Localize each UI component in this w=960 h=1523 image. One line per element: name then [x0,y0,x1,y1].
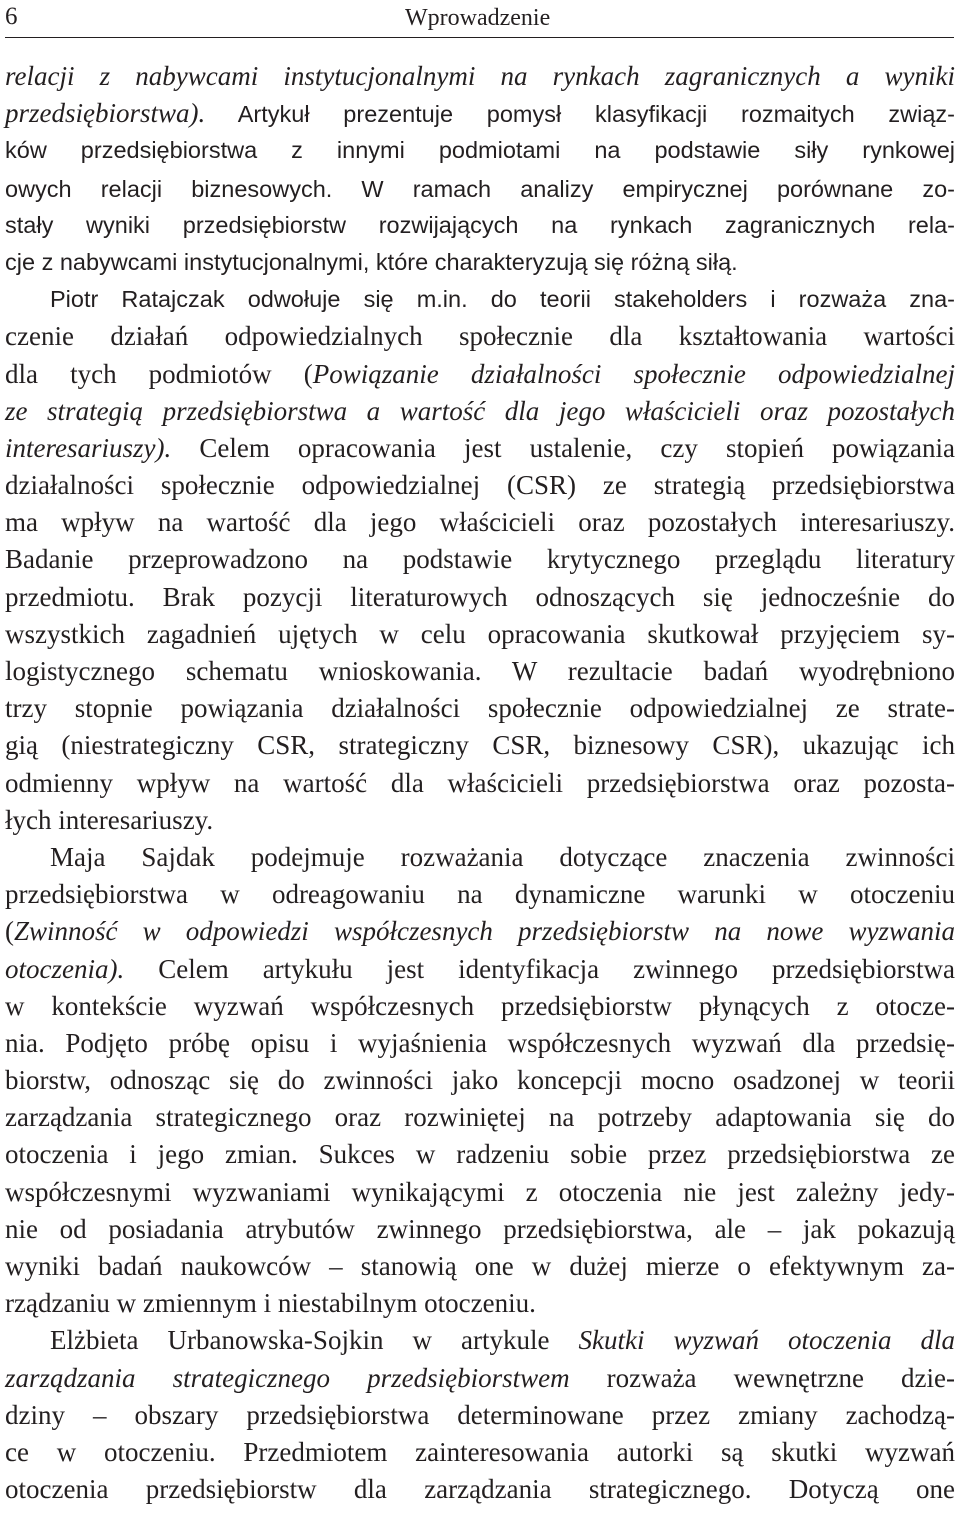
text-line: współczesnymi wyzwaniami wynikającymi z otoczenia nie jest zależny jedy- [5,1176,955,1207]
text-run: Piotr Ratajczak odwołuje się m.in. [50,286,468,313]
text-run: Celem opracowania jest ustalenie, czy stopień powiązania [171,432,955,463]
text-line [5,1360,955,1397]
text-run: W ramach analizy empirycznej porównane zo- [332,175,955,202]
text-line: otoczenia i jego zmian. Sukces w radzeniu sobie przez przedsiębiorstwa ze [5,1139,955,1170]
italic-run: interesariuszy). [5,432,172,463]
italic-run: zarządzania strategicznego przedsiębiorstwem [5,1362,570,1393]
text-line: przedsiębiorstwa w odreagowaniu na dynamiczne warunki w otoczeniu [5,879,955,910]
text-line: gią (niestrategiczny CSR, strategiczny CSR, biznesowy CSR), ukazując ich [5,730,955,761]
text-line [5,170,955,207]
text-run: Artykuł prezentuje pomysł klasyfikacji rozmaitych związ- [205,101,955,128]
text-line: wyniki badań naukowców – stanowią one w dużej mierze o efektywnym za- [5,1251,955,1281]
page-number: 6 [5,3,18,30]
text-line: przedmiotu. Brak pozycji literaturowych odnoszących się jednocześnie do [5,581,955,612]
text-line: zarządzania strategicznego oraz rozwiniętej na potrzeby adaptowania się do [5,1102,955,1133]
text-line: czenie działań odpowiedzialnych społecznie dla kształtowania wartości [5,321,955,352]
text-line: ma wpływ na wartość dla jego właścicieli oraz pozostałych interesariuszy. [5,507,955,538]
text-run: dla tych podmiotów ( [5,358,313,389]
text-line [5,95,955,132]
text-line: działalności społecznie odpowiedzialnej (CSR) ze strategią przedsiębiorstwa [5,470,955,501]
text-line: cje z nabywcami instytucjonalnymi, które charakteryzują się różną siłą. [5,248,738,275]
text-line: odmienny wpływ na wartość dla właścicieli przedsiębiorstwa oraz pozosta- [5,767,955,798]
text-line: relacji z nabywcami instytucjonalnymi na rynkach zagranicznych a wyniki [5,61,955,91]
text-line: wszystkich zagadnień ujętych w celu opracowania skutkował przyjęciem sy- [5,618,955,649]
text-line: biorstw, odnosząc się do zwinności jako koncepcji mocno osadzonej w teorii [5,1065,955,1096]
text-line: nia. Podjęto próbę opisu i wyjaśnienia współczesnych wyzwań dla przedsię- [5,1027,955,1058]
running-head: Wprowadzenie [405,5,551,31]
text-line: dziny – obszary przedsiębiorstwa determinowane przez zmiany zachodzą- [5,1399,955,1430]
text-line: logistycznego schematu wnioskowania. W rezultacie badań wyodrębniono [5,656,955,686]
text-run: Celem artykułu jest identyfikacja zwinnego przedsiębiorstwa [124,953,955,984]
text-line [5,430,955,467]
body-text [5,58,955,1508]
italic-run: przedsiębiorstwa). [5,98,206,129]
text-line: rządzaniu w zmiennym i niestabilnym otoczeniu. [5,1288,536,1319]
text-run: do teorii stakeholders i rozważa zna- [467,286,956,313]
italic-run: Zwinność w odpowiedzi współczesnych przedsiębiorstw na nowe wyzwania [14,916,955,947]
text-run: owych relacji biznesowych. [5,175,333,202]
text-line: trzy stopnie powiązania działalności społecznie odpowiedzialnej ze strate- [5,693,955,724]
text-line [5,281,955,318]
text-run: rozważa wewnętrzne dzie- [569,1362,955,1393]
text-line [5,913,955,950]
page-header [5,0,954,40]
text-line: ków przedsiębiorstwa z innymi podmiotami na podstawie siły rynkowej [5,137,955,164]
text-line: ze strategią przedsiębiorstwa a wartość dla jego właścicieli oraz pozostałych [5,395,955,426]
italic-run: Powiązanie działalności społecznie odpowiedzialnej [312,358,955,389]
text-line: w kontekście wyzwań współczesnych przedsiębiorstw płynących z otocze- [5,990,955,1021]
text-line: Maja Sajdak podejmuje rozważania dotyczące znaczenia zwinności [50,841,955,872]
text-line: nie od posiadania atrybutów zwinnego przedsiębiorstwa, ale – jak pokazują [5,1213,955,1244]
text-run: Elżbieta Urbanowska-Sojkin w artykule [50,1325,579,1356]
text-line [5,951,955,988]
text-line: łych interesariuszy. [5,804,214,835]
header-rule [5,37,954,38]
text-line [5,356,955,393]
text-line: Badanie przeprowadzono na podstawie krytycznego przeglądu literatury [5,544,955,575]
text-line: otoczenia przedsiębiorstw dla zarządzania strategicznego. Dotyczą one [5,1474,955,1505]
text-line: ce w otoczeniu. Przedmiotem zainteresowania autorki są skutki wyzwań [5,1436,955,1467]
text-run: ( [5,916,14,947]
italic-run: Skutki wyzwań otoczenia dla [578,1325,955,1356]
text-line: stały wyniki przedsiębiorstw rozwijających na rynkach zagranicznych rela- [5,211,955,238]
text-line [5,1322,955,1359]
italic-run: otoczenia). [5,953,125,984]
